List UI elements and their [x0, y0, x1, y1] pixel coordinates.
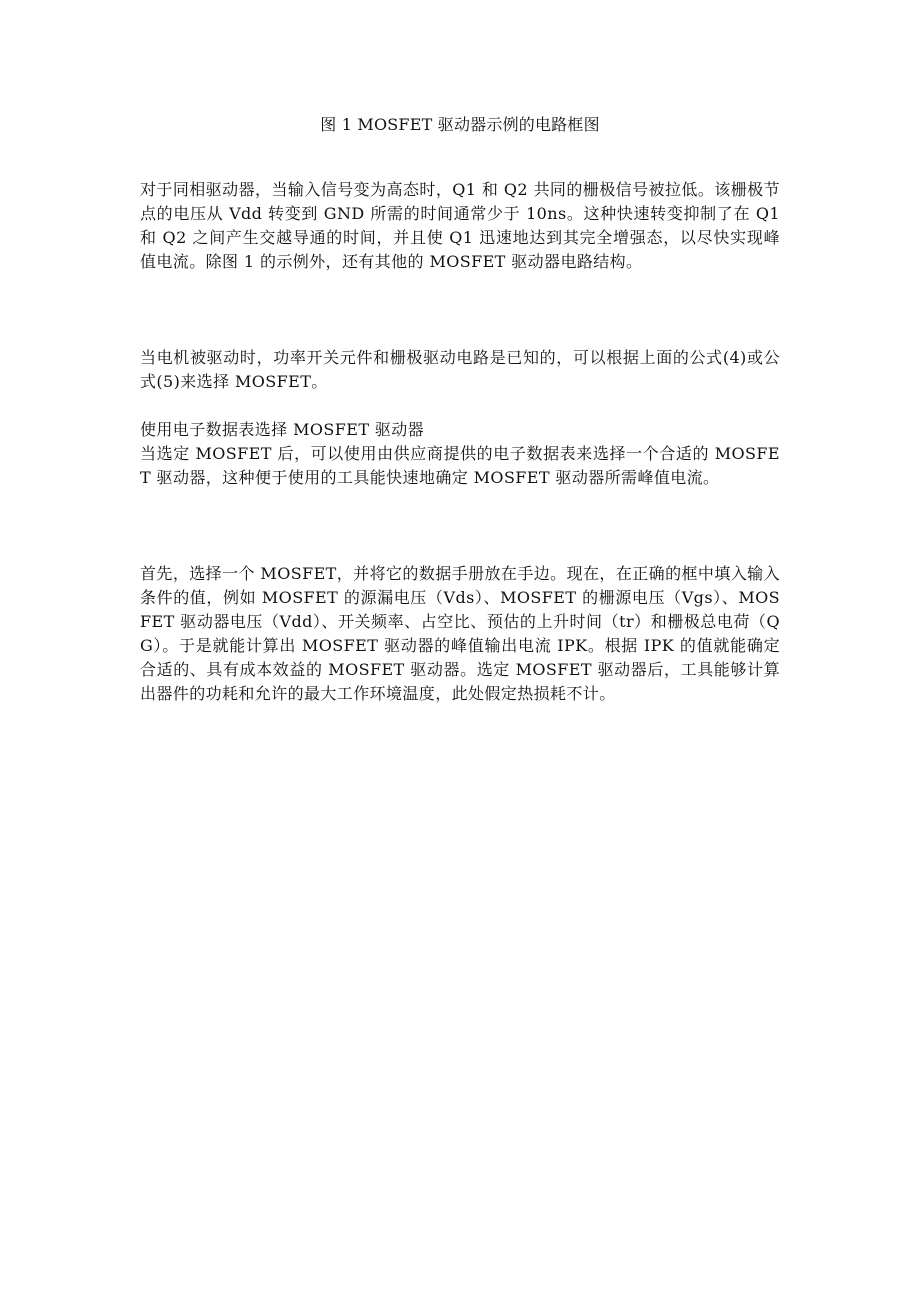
paragraph-driver-operation [140, 178, 780, 274]
figure-caption: 图 1 MOSFET 驱动器示例的电路框图 [320, 115, 600, 134]
paragraph-text: 首先，选择一个 MOSFET，并将它的数据手册放在手边。现在，在正确的框中填入输入条件的值，例如 MOSFET 的源漏电压（Vds）、MOSFET 的栅源电压（Vgs）、MOSFET 驱动器电压（Vdd）、开关频率、占空比、预估的上升时间（tr）和栅极总电荷（QG）。于是就能计算出 MOSFET 驱动器的峰值输出电流 IPK。根据 IPK 的值就能确定合适的、具有成本效益的 MOSFET 驱动器。选定 MOSFET 驱动器后，工具能够计算出器件的功耗和允许的最大工作环境温度，此处假定热损耗不计。 [140, 564, 780, 703]
section-heading: 使用电子数据表选择 MOSFET 驱动器 [140, 420, 425, 439]
section-body: 当选定 MOSFET 后，可以使用由供应商提供的电子数据表来选择一个合适的 MOSFET 驱动器，这种便于使用的工具能快速地确定 MOSFET 驱动器所需峰值电流。 [140, 444, 780, 487]
section-spreadsheet [140, 418, 780, 490]
paragraph-procedure [140, 562, 780, 706]
paragraph-motor-drive [140, 346, 780, 394]
paragraph-text: 当电机被驱动时，功率开关元件和栅极驱动电路是已知的，可以根据上面的公式(4)或公式(5)来选择 MOSFET。 [140, 348, 780, 391]
paragraph-text: 对于同相驱动器，当输入信号变为高态时，Q1 和 Q2 共同的栅极信号被拉低。该栅极节点的电压从 Vdd 转变到 GND 所需的时间通常少于 10ns。这种快速转变抑制了在 Q1 和 Q2 之间产生交越导通的时间，并且使 Q1 迅速地达到其完全增强态，以尽快实现峰值电流。除图 1 的示例外，还有其他的 MOSFET 驱动器电路结构。 [140, 180, 780, 271]
